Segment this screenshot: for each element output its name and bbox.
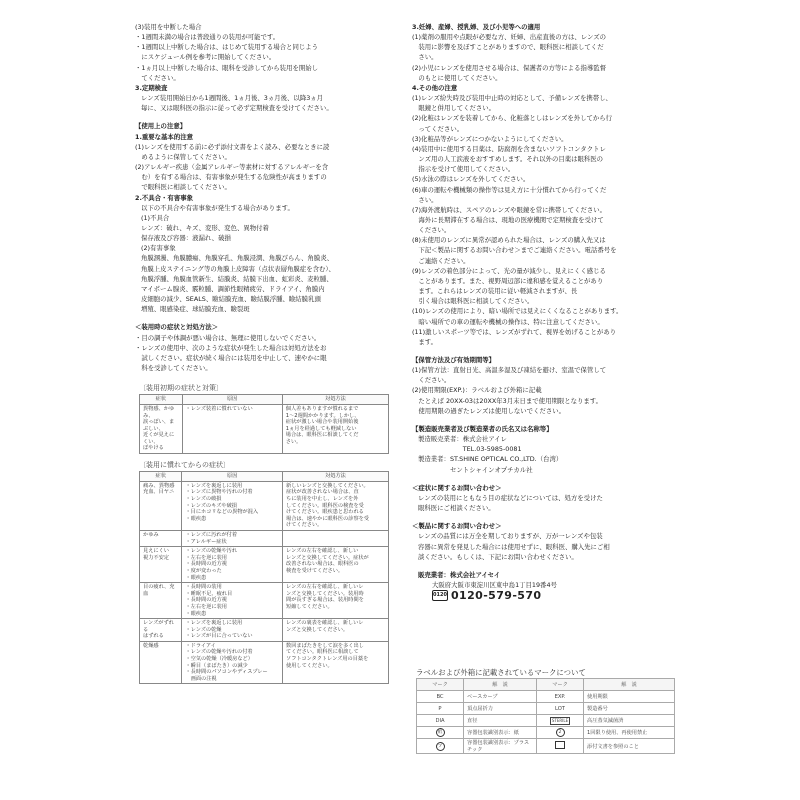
table-row [140,619,389,642]
marks-row [417,739,675,754]
cell-line: 画面の注視 [185,675,217,682]
cell-line: ・眼疾患 [185,610,207,617]
text-line: (6)車の運転や機械類の操作等は見え方に十分慣れてから行ってくだ [412,185,607,194]
cell-line: ・レンズの破損 [185,496,222,502]
cell-line: ・レンズを裏返しに装用 [185,482,243,489]
text-line: む）を有する場合は、有害事象が発生する危険性が高まりますの [135,173,327,182]
text-line: (1)薬剤の服用や点眼が必要な方、妊婦、出産直後の方は、レンズの [412,33,607,42]
text-line: (1)レンズを使用する前に必ず添付文書をよく読み、必要なときに読 [135,142,330,151]
text-line: ・1週間未満の場合は普段通りの装用が可能です。 [135,33,280,42]
text-line: レンズ装用開始日から1週間後、1ヵ月後、3ヵ月後、以降3ヵ月 [141,94,324,103]
marks-text-cell: BC [417,691,464,703]
product-inquiry-text [412,531,667,561]
text-line: 毎に、又は眼科医の指示に従って必ず定期検査を受けてください。 [141,104,333,113]
right-column [412,22,667,601]
cell-line: ・レンズのキズや破損 [185,502,237,509]
seller-label: 販売業者：株式会社アイセイ [418,570,501,579]
table-cell-cause [182,619,283,642]
table-cell-symptom [140,530,182,546]
text-line: レンズの品質には万全を期しておりますが、万が一レンズや包装 [418,532,603,541]
cell-line: 場合は、速やかに眼科医の診察を受 [286,515,370,522]
cell-line: さい。 [285,438,302,445]
cell-line: 見えにくい [143,548,169,555]
cell-line: ・レンズに異物や汚れの付着 [185,489,253,496]
single-use-icon: 2 [556,728,565,737]
text-line: 眼科医にご相談ください。 [418,504,495,513]
cell-line: ・度が変わった [185,567,222,574]
table-cell-symptom [140,641,182,684]
cell-line: レンズの左右を確認し、新しいレ [286,584,364,591]
cell-line: 目の疲れ、充血 [143,584,175,597]
cell-line: 検査を受けてください。 [286,567,344,574]
adverse-title: 2.不具合・有害事象 [135,193,193,202]
text-line: ・レンズの使用中、次のような症状が発生した場合は対処方法をお [135,343,327,352]
table-cell-cause [182,583,283,619]
maker-title: 【製造販売業者及び製造業者の氏名又は名称等】 [412,424,553,433]
table2-title: 〔装用に慣れてからの症状〕 [139,461,230,470]
cell-line: 新しいレンズと交換してください。 [286,482,369,489]
cell-line: ・長時間の近方視 [185,561,227,568]
cell-line: 視力不安定 [143,554,169,561]
other-title: 4.その他の注意 [412,83,458,92]
text-line: (9)レンズの着色部分によって、光の量が減少し、見えにくく感じる [412,266,606,275]
text-line: てください。 [135,73,180,82]
usage-section-title: 【使用上の注意】 [135,122,187,131]
text-line: ・1週間以上中断した場合は、はじめて装用する場合と同じよう [135,43,319,52]
table-cell-cause [182,530,283,546]
text-line: たとえば 20XX-03は20XX年3月末日まで使用期限となります。 [412,396,603,405]
marks-row [417,691,675,703]
book-icon [555,741,565,749]
cell-line: ンズと交換してください。 [286,626,349,633]
cell-line: 1～2週間かかります。しかし、 [285,412,360,419]
checkup-text [135,93,397,113]
cell-line: けてください。 [286,522,323,529]
pregnancy-text [412,32,667,83]
table-header-cell: 症状 [140,472,182,482]
cell-line: ・瞬目（まばたき）の減少 [185,662,248,669]
text-line: (11)激しいスポーツ等では、レンズがずれて、視界を妨げることがあり [412,327,617,336]
marks-text-cell: EXP. [537,691,584,703]
text-line: (2)使用期限(EXP.)：ラベルおよび外箱に記載 [412,386,542,395]
table-cell-cause [182,481,283,530]
table-row [140,547,389,583]
cell-line: 痛み、異物感 [143,482,175,489]
cell-line: ・空気の乾燥（冷暖房など） [185,656,253,663]
cell-line: ・眼疾患 [185,574,207,581]
text-line: 容器に異常を発見した場合には使用せずに、眼科医、購入先にご相 [418,542,610,551]
marks-text-cell: 使用期限 [584,691,675,703]
text-line: ・目の調子や体調が悪い場合は、無理に使用しないでください。 [135,333,321,342]
marks-header-mark: マーク [417,679,464,691]
cell-line: 個人差もありますが慣れるまで [285,405,359,412]
marks-row [417,727,675,739]
table-cell-action [282,404,388,453]
text-line: ことがあります。また、視野周辺部に違和感を覚えることがあり [412,276,604,285]
marks-symbol-cell [537,727,584,739]
text-line: 角膜浮腫、角膜血管新生、結膜炎、結膜下出血、虹彩炎、麦粒腫、 [141,274,333,283]
text-line: さい。 [412,53,438,62]
cell-line: ・目にホコリなどの異物が混入 [185,509,259,516]
marks-title: ラベルおよび外箱に記載されているマークについて [416,668,586,677]
text-line: マイボーム腺炎、霰粒腫、調節性眼精疲労、ドライアイ、角膜内 [141,284,325,293]
table-header-cell: 対処方法 [282,395,388,405]
cell-line: 症状が激しい場合や装用開始後 [285,419,359,426]
cell-line: 充血、目ヤニ [143,489,175,496]
cell-line: ソフトコンタクトレンズ用の目薬を [286,656,369,663]
table-cell-symptom [140,404,183,453]
marks-row [417,703,675,715]
marks-text-cell: 頂点屈折力 [464,703,537,715]
table-header-cell: 対処方法 [283,472,389,482]
marks-symbol-cell [417,739,464,754]
text-line: 使用期限の過ぎたレンズは使用しないでください。 [412,406,566,415]
text-line: (4)装用中に使用する目薬は、防腐剤を含まないソフトコンタクトレ [412,144,606,153]
cell-line: 乾燥感 [143,642,159,649]
text-line: 増殖、眼感染症、球結膜充血、瞼裂斑 [141,305,250,314]
text-line: (1)保管方法：直射日光、高温多湿及び凍結を避け、室温で保管して [412,366,607,375]
cell-line: してください。眼科医の検査を受 [286,502,364,509]
table-cell-action [283,641,389,684]
table-cell-cause [182,641,283,684]
table-cell-action [283,547,389,583]
text-line: 製造販売業者：株式会社アイレ [418,435,507,444]
cell-line: 近くが見えにくい、 [143,432,175,445]
text-line: 装用に影響を及ぼすことがありますので、眼科医に相談してくだ [412,43,604,52]
cell-line: ・アレルギー症状 [185,538,227,545]
table1-title: 〔装用初期の症状と対策〕 [139,384,223,393]
cell-line: 改善されない場合は、眼科医の [286,561,359,568]
text-line: 海外に長期滞在する場合は、現地の医療機関で定期検査を受けて [412,215,604,224]
marks-header-desc: 解 説 [464,679,537,691]
cell-line: ・左右を逆に装用 [185,603,227,610]
marks-text-cell: LOT [537,703,584,715]
marks-text-cell: ベースカーブ [464,691,537,703]
table-cell-cause [182,547,283,583]
table-cell-symptom [140,481,182,530]
cell-line: ・ドライアイ [185,642,216,649]
marks-text-cell: 1回限り使用、再使用禁止 [584,727,675,739]
text-line: 引く場合は眼科医に相談してください。 [412,297,534,306]
text-line: セントシャインオプチカル社 [418,465,533,474]
marks-symbol-cell [537,739,584,754]
cell-line: 涙っぽい、まぶしい、 [143,419,175,432]
marks-table [416,678,675,754]
cell-line: ちに装用を中止し、レンズを外 [286,496,359,502]
cell-line: ・左右を逆に装用 [185,554,227,561]
cell-line: ・レンズの乾燥 [185,626,222,633]
cell-line: ・睡眠不足、疲れ目 [185,590,233,597]
text-line: で眼科医に相談してください。 [135,183,231,192]
table-cell-cause [182,404,282,453]
maker-text [412,434,667,475]
cell-line: 短縮してください。 [286,603,333,610]
table-row [140,583,389,619]
symptom-title: ＜装用時の症状と対処方法＞ [135,323,219,332]
text-line: ご連絡ください。 [412,256,470,265]
cell-line: ・レンズが目に合っていない [185,633,253,640]
text-line: (8)未使用のレンズに異常が認められた場合は、レンズの購入先又は [412,236,606,245]
text-line: 角膜溷濁、角膜膿瘍、角膜穿孔、角膜浸潤、角膜びらん、角膜炎、 [141,254,334,263]
text-line: さい。 [412,195,438,204]
free-dial-icon: 0120 [432,590,448,601]
text-line: (3)化粧品等がレンズにつかないようにしてください。 [412,134,568,143]
cell-line: ・眼疾患 [185,515,207,522]
cell-line: ・レンズに汚れが付着 [185,531,238,538]
text-line: (2)有害事象 [141,244,176,253]
table-header-cell: 原因 [182,395,282,405]
table-header-cell: 原因 [182,472,283,482]
later-symptom-table [139,471,389,684]
text-line: ってください。 [412,124,464,133]
text-line: 製造業者：ST.SHINE OPTICAL CO.,LTD.（台湾） [418,455,563,464]
cell-line: ・長時間のパソコンやディスプレー [185,669,268,676]
table-row [140,481,389,530]
storage-title: 【保管方法及び有効期間等】 [412,356,496,364]
marks-text-cell: 容器包装識別表示：プラスチック [464,739,537,754]
text-line: 皮細胞の減少、SEALS、瞼結膜充血、瞼結膜浮腫、瞼結膜乳頭 [141,295,321,304]
symptom-text [135,333,397,374]
text-line: (1)レンズ紛失時及び装用中止時の対応として、予備レンズを携帯し、 [412,94,612,103]
marks-text-cell: 高圧蒸気滅菌済 [584,715,675,727]
table-cell-action [283,481,389,530]
text-line: 談ください。もしくは、下記にお問い合わせください。 [418,552,578,561]
cell-line: ・長時間の近方視 [185,597,227,604]
text-line: レンズ：破れ、キズ、変形、変色、異物付着 [141,223,269,232]
cell-line: 間が長すぎる場合は、装用時間を [286,597,364,604]
text-line: (2)アレルギー疾患（金属アレルギー等素材に対するアレルギーを含 [135,163,329,172]
symptom-inquiry-text [412,493,667,513]
cell-line: 症状が改善されない場合は、直 [286,489,359,496]
product-inquiry-title: ＜製品に関するお問い合わせ＞ [412,522,502,531]
cell-line: ・長時間の装用 [185,584,222,591]
cell-line: ・レンズの乾燥や汚れの付着 [185,649,253,656]
marks-text-cell: 製造番号 [584,703,675,715]
pregnancy-title: 3.妊婦、産婦、授乳婦、及び小児等への適用 [412,23,541,31]
cell-line: ・レンズ装着に慣れていない [185,405,253,412]
text-line: (5)水泳の際はレンズを外してください。 [412,175,530,184]
cell-line: レンズがずれる [143,620,174,633]
sterile-mark: STERILE [551,717,569,723]
table-row [140,641,389,684]
important-title: 1.重要な基本的注意 [135,132,193,141]
cell-line: 1ヵ月を経過しても軽減しない [285,425,357,432]
table-header-cell: 症状 [140,395,183,405]
text-line: (2)化粧はレンズを装着してから、化粧落としはレンズを外してから行 [412,114,613,123]
cell-line: 数回まばたきをして涙を多く出し [286,642,364,649]
text-line: TEL.03-5985-0081 [418,445,522,454]
text-line: 角膜上皮ステイニング等の角膜上皮障害（点状表層角膜症を含む）、 [141,264,335,273]
text-line: 指示を受けて使用してください。 [412,165,515,174]
left-column [135,22,397,684]
text-line: ます。 [412,337,438,346]
text-line: ・1ヵ月以上中断した場合は、眼科を受診してから装用を開始し [135,63,319,72]
text-line: のもとに使用してください。 [412,73,502,82]
phone-block [412,590,667,601]
text-line: 試しください。症状が続く場合には装用を中止して、速やかに眼 [135,353,327,362]
marks-text-cell: 容器包装識別表示：紙 [464,727,537,739]
text-line: レンズの装用にともなう目の症状などについては、処方を受けた [418,493,603,502]
table-cell-action [283,619,389,642]
text-line: 保存液及び容器：液漏れ、破損 [141,234,231,243]
text-line: (3)装用を中断した場合 [135,23,202,31]
cell-line: ぼやける [143,445,164,452]
cell-line: レンズの左右を確認し、新しい [286,548,359,555]
cell-line: かゆみ [143,531,159,538]
initial-symptom-table [139,394,389,454]
marks-header-desc-2: 解 説 [584,679,675,691]
table-row [140,530,389,546]
text-line: ください。 [412,376,451,385]
symptom-inquiry-title: ＜症状に関するお問い合わせ＞ [412,483,502,492]
important-text [135,142,397,193]
marks-symbol-cell [537,715,584,727]
cell-line: 異物感、かゆみ、 [143,405,175,419]
text-line: にスケジュール例を参考に開始してください。 [135,53,276,62]
marks-text-cell: 添付文書を参照のこと [584,739,675,754]
table-cell-symptom [140,547,182,583]
table-cell-symptom [140,583,182,619]
table-row [140,404,389,453]
marks-header-mark-2: マーク [537,679,584,691]
text-line: (1)不具合 [141,213,170,222]
cell-line: けてください。眼疾患と思われる [286,509,364,516]
marks-text-cell: DIA [417,715,464,727]
text-line: 暗い場所での車の運転や機械の操作は、特に注意してください。 [412,317,604,326]
text-line: 科を受診してください。 [135,364,212,372]
checkup-title: 3.定期検査 [135,83,168,92]
table-cell-action [283,583,389,619]
interruption-section [135,22,397,83]
cell-line: てください。眼科医に相談して [286,649,359,656]
text-line: ます。これらはレンズの装用に従い軽減されますが、長 [412,287,578,296]
text-line: 以下の不具合や有害事象が発生する場合があります。 [141,203,294,212]
cell-line: レンズと交換してください。症状が [286,554,369,561]
cell-line: レンズの裏表を確認し、新しいレ [286,620,364,627]
table-cell-symptom [140,619,182,642]
cell-line: 場合は、眼科医に相談してくだ [285,432,359,439]
text-line: 下記＜製品に関するお問い合わせ＞までご連絡ください。電話番号を [412,246,617,255]
text-line: ンズ用の人工涙液をおすすめします。それ以外の目薬は眼科医の [412,155,604,164]
marks-text-cell: 直径 [464,715,537,727]
cell-line: はずれる [143,633,164,640]
seller-address: 大阪府大阪市東淀川区東中島1丁目19番4号 [432,580,557,589]
adverse-text [135,203,397,315]
text-line: ください。 [412,226,451,235]
cell-line: 使用してください。 [286,662,333,669]
text-line: 眼鏡と併用してください。 [412,104,496,113]
table-cell-action [283,530,389,546]
other-text [412,93,667,347]
text-line: (10)レンズの使用により、暗い場所では見えにくくなることがあります。 [412,307,623,316]
phone-number[interactable]: 0120-579-570 [451,588,542,602]
text-line: めるように保管してください。 [135,152,231,161]
marks-row [417,715,675,727]
storage-text [412,365,667,416]
cell-line: ・レンズを裏返しに装用 [185,620,243,627]
text-line: (7)海外渡航時は、スペアのレンズや眼鏡を常に携帯してください。 [412,205,607,214]
marks-text-cell: P [417,703,464,715]
plastic-recycle-icon: プ [436,742,445,751]
text-line: (2)小児にレンズを使用させる場合は、保護者の方等による指導監督 [412,63,607,72]
cell-line: ンズと交換してください。装用時 [286,590,364,597]
paper-recycle-icon: 紙 [436,728,445,737]
cell-line: ・レンズの乾燥や汚れ [185,548,238,555]
marks-symbol-cell [417,727,464,739]
